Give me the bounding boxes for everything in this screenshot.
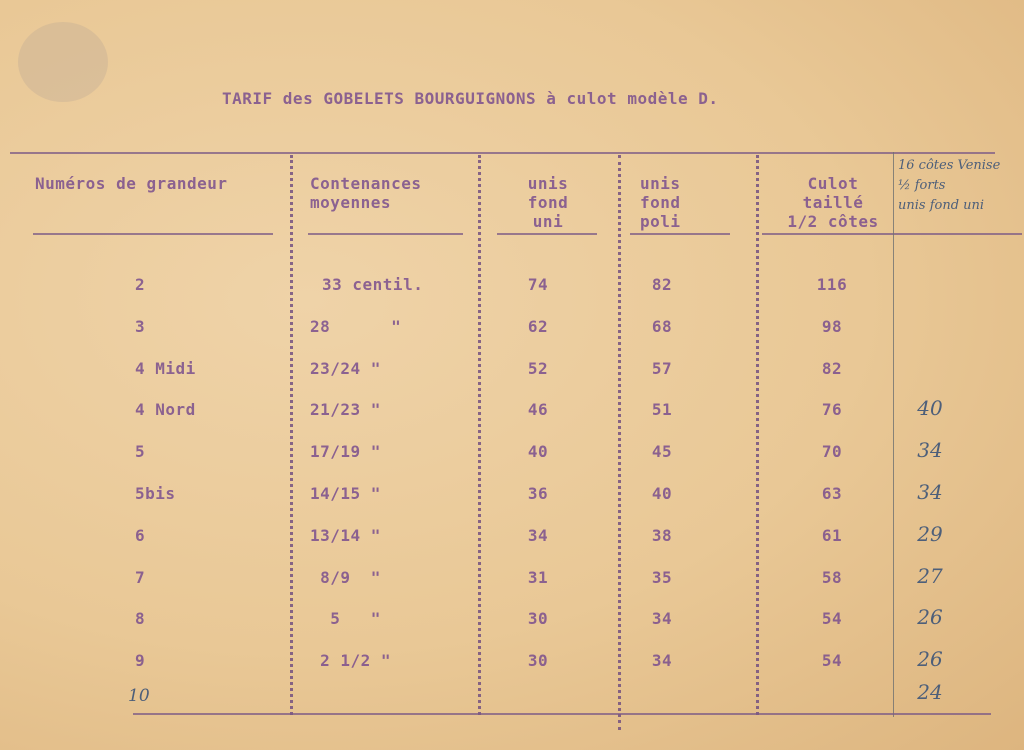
- column-separator: [478, 155, 484, 715]
- header-line: 1/2 côtes: [787, 212, 879, 231]
- cell-fond-uni: 30: [527, 651, 549, 671]
- header-line: Numéros de grandeur: [35, 174, 228, 193]
- cell-culot: 98: [821, 316, 843, 336]
- cell-capacity: 17/19 ": [310, 442, 381, 462]
- cell-fond-poli: 38: [651, 525, 673, 545]
- header-underline: [630, 233, 730, 235]
- cell-culot: 82: [821, 358, 843, 378]
- header-line: fond: [527, 193, 569, 212]
- cell-fond-poli: 57: [651, 358, 673, 378]
- cell-capacity: 8/9 ": [310, 567, 381, 587]
- cell-fond-uni: 31: [527, 567, 549, 587]
- header-line: Contenances: [310, 174, 422, 193]
- cell-fond-uni: 46: [527, 400, 549, 420]
- header-underline: [497, 233, 597, 235]
- paper-stain: [18, 22, 108, 102]
- handwritten-line: 16 côtes Venise: [898, 158, 1001, 173]
- cell-fond-uni: 40: [527, 442, 549, 462]
- cell-size: 8: [135, 609, 146, 629]
- cell-fond-poli: 45: [651, 442, 673, 462]
- cell-fond-uni: 36: [527, 484, 549, 503]
- cell-fond-uni: 74: [527, 275, 549, 294]
- cell-hand: 40: [917, 396, 943, 421]
- cell-size: 5: [135, 442, 146, 462]
- cell-capacity: 2 1/2 ": [310, 651, 392, 671]
- cell-capacity: 13/14 ": [310, 525, 381, 545]
- handwritten-header: [898, 156, 1024, 216]
- header-line: taillé: [802, 193, 864, 212]
- cell-culot: 116: [816, 275, 848, 294]
- cell-capacity: 28 ": [310, 316, 402, 336]
- cell-fond-poli: 51: [651, 400, 673, 420]
- cell-hand: 27: [917, 563, 943, 588]
- cell-culot: 61: [821, 525, 843, 545]
- cell-culot: 54: [821, 651, 843, 671]
- cell-fond-poli: 35: [651, 567, 673, 587]
- column-separator: [756, 155, 762, 715]
- header-underline: [308, 233, 463, 235]
- cell-hand: 29: [917, 521, 943, 546]
- header-numeros: [35, 174, 228, 193]
- header-line: unis: [527, 174, 569, 193]
- handwritten-line: ½ forts: [898, 178, 946, 193]
- cell-hand: 26: [917, 647, 943, 672]
- cell-hand: 34: [917, 438, 943, 463]
- cell-hand: 34: [917, 480, 943, 504]
- handwritten-column-line: [893, 152, 894, 717]
- cell-culot: 54: [821, 609, 843, 629]
- cell-size: 9: [135, 651, 146, 671]
- column-separator: [290, 155, 296, 715]
- cell-capacity: 21/23 ": [310, 400, 381, 420]
- cell-capacity: 14/15 ": [310, 484, 381, 503]
- header-line: poli: [640, 212, 681, 231]
- header-culot: [776, 174, 890, 231]
- cell-fond-uni: 34: [527, 525, 549, 545]
- header-line: unis: [640, 174, 681, 193]
- cell-culot: 70: [821, 442, 843, 462]
- header-line: Culot: [807, 174, 859, 193]
- cell-fond-poli: 68: [651, 316, 673, 336]
- document-title: TARIF des GOBELETS BOURGUIGNONS à culot modèle D.: [222, 89, 719, 108]
- header-fond-uni: [498, 174, 598, 231]
- cell-size: 7: [135, 567, 146, 587]
- header-line: moyennes: [310, 193, 392, 212]
- cell-size: 5bis: [135, 484, 176, 503]
- cell-culot: 76: [821, 400, 843, 420]
- header-contenances: [310, 174, 421, 212]
- cell-fond-uni: 62: [527, 316, 549, 336]
- header-underline: [33, 233, 273, 235]
- cell-size: 3: [135, 316, 146, 336]
- header-underline: [762, 233, 1022, 235]
- handwritten-line: unis fond uni: [898, 198, 985, 213]
- cell-culot: 58: [821, 567, 843, 587]
- cell-fond-uni: 52: [527, 358, 549, 378]
- cell-culot: 63: [821, 484, 843, 503]
- cell-size: 10: [128, 686, 150, 706]
- cell-fond-poli: 34: [651, 651, 673, 671]
- cell-hand: 26: [917, 605, 943, 630]
- cell-size: 4 Nord: [135, 400, 196, 420]
- cell-capacity: 5 ": [310, 609, 381, 629]
- header-line: uni: [532, 212, 564, 231]
- cell-fond-poli: 40: [651, 484, 673, 503]
- cell-size: 2: [135, 275, 146, 294]
- cell-size: 4 Midi: [135, 358, 196, 378]
- cell-capacity: 33 centil.: [322, 275, 424, 294]
- header-fond-poli: [640, 174, 681, 231]
- cell-fond-uni: 30: [527, 609, 549, 629]
- cell-fond-poli: 34: [651, 609, 673, 629]
- cell-fond-poli: 82: [651, 275, 673, 294]
- cell-size: 6: [135, 525, 146, 545]
- cell-hand: 24: [917, 680, 943, 704]
- bottom-rule: [133, 713, 991, 715]
- header-line: fond: [640, 193, 681, 212]
- cell-capacity: 23/24 ": [310, 358, 381, 378]
- top-rule: [10, 152, 995, 154]
